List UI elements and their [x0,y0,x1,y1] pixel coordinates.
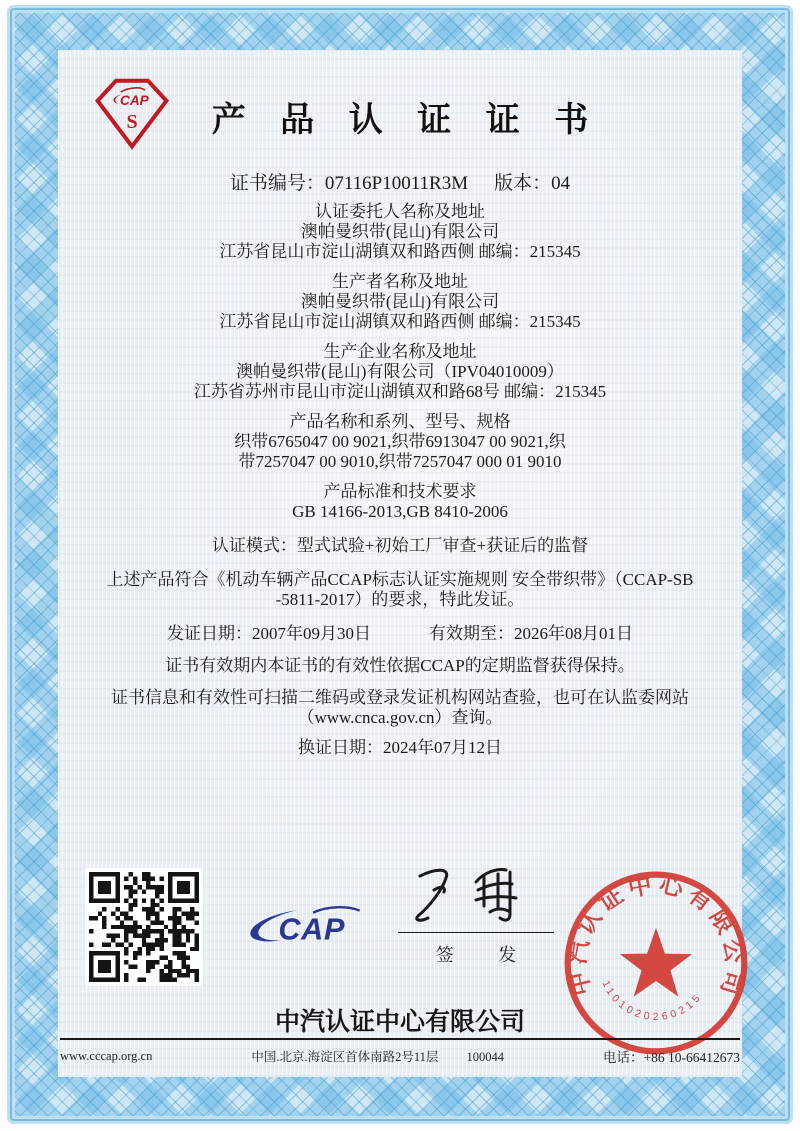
section-line: 织带6765047 00 9021,织带6913047 00 9021,织 [234,432,566,451]
version-label: 版本： [494,173,552,194]
applicant-section [58,202,742,262]
phone-value: +86 10-66412673 [643,1050,740,1065]
statement-line: 上述产品符合《机动车辆产品CCAP标志认证实施规则 安全带织带》（CCAP-SB [106,570,694,589]
svg-text:CAP: CAP [120,92,149,108]
standard-section [58,482,742,522]
postcode: 100044 [466,1050,504,1064]
svg-text:CAP: CAP [278,912,346,947]
signature-line [398,932,554,933]
certificate-number-line [58,168,742,195]
section-heading: 产品名称和系列、型号、规格 [289,412,511,431]
statement-line: -5811-2017）的要求，特此发证。 [275,590,525,609]
seal-serial: 1101020260215 [599,979,706,1024]
issuer-phone [603,1046,740,1066]
query-line: 证书信息和有效性可扫描二维码或登录发证机构网站查验，也可在认监委网站 [111,688,689,707]
conformity-statement [58,570,742,610]
query-line: （www.cnca.gov.cn）查询。 [297,708,503,727]
expiry-label: 有效期至： [429,624,514,643]
certificate-body [58,202,742,758]
section-heading: 产品标准和技术要求 [323,482,477,501]
phone-label: 电话： [603,1050,644,1065]
qr-code [85,868,203,986]
footer-row [60,1046,740,1066]
certificate-title: 产 品 认 证 证 书 [211,102,602,139]
address-text: 中国.北京.海淀区首体南路2号11层 [251,1050,439,1064]
section-line: 澳帕曼织带(昆山)有限公司（IPV04010009） [236,362,564,381]
seal-ring-text: 中汽认证中心有限公司 [564,871,748,1003]
section-line: 江苏省昆山市淀山湖镇双和路西侧 邮编：215345 [219,242,581,261]
issuer-name: 中汽认证中心有限公司 [274,1008,525,1036]
issuer-address [152,1047,603,1065]
expiry-value: 2026年08月01日 [514,624,633,643]
renewal-value: 2024年07月12日 [383,738,502,757]
renewal-row [58,738,742,758]
issue-date-value: 2007年09月30日 [252,624,371,643]
section-line: 澳帕曼织带(昆山)有限公司 [300,222,500,241]
renewal-label: 换证日期： [298,738,383,757]
producer-section [58,272,742,332]
cert-no-value: 07116P10011R3M [324,173,469,194]
section-line: 江苏省昆山市淀山湖镇双和路西侧 邮编：215345 [219,312,581,331]
issuer-website: www.cccap.org.cn [60,1048,153,1063]
factory-section [58,342,742,402]
svg-text:S: S [126,111,138,133]
query-note [58,688,742,728]
cert-no-label: 证书编号： [229,173,325,194]
validity-note: 证书有效期内本证书的有效性依据CCAP的定期监督获得保持。 [165,656,635,675]
section-line: 澳帕曼织带(昆山)有限公司 [300,292,500,311]
section-heading: 生产者名称及地址 [332,272,468,291]
version-value: 04 [551,173,571,194]
section-heading: 生产企业名称及地址 [323,342,477,361]
section-line: 带7257047 00 9010,织带7257047 000 01 9010 [238,452,562,471]
dates-row [58,624,742,644]
certificate-paper [58,50,748,1077]
section-line: 江苏省苏州市昆山市淀山湖镇双和路68号 邮编：215345 [193,382,607,401]
certification-mode: 认证模式：型式试验+初始工厂审查+获证后的监督 [211,536,589,555]
signature-handwriting [406,856,546,932]
section-line: GB 14166-2013,GB 8410-2006 [292,502,508,521]
signature-block [396,856,556,967]
issue-date-label: 发证日期： [167,624,252,643]
sign-issue-label: 签 发 [435,945,537,965]
product-section [58,412,742,472]
section-heading: 认证委托人名称及地址 [315,202,485,221]
ccap-logo [241,900,381,952]
footer-divider [60,1038,740,1040]
